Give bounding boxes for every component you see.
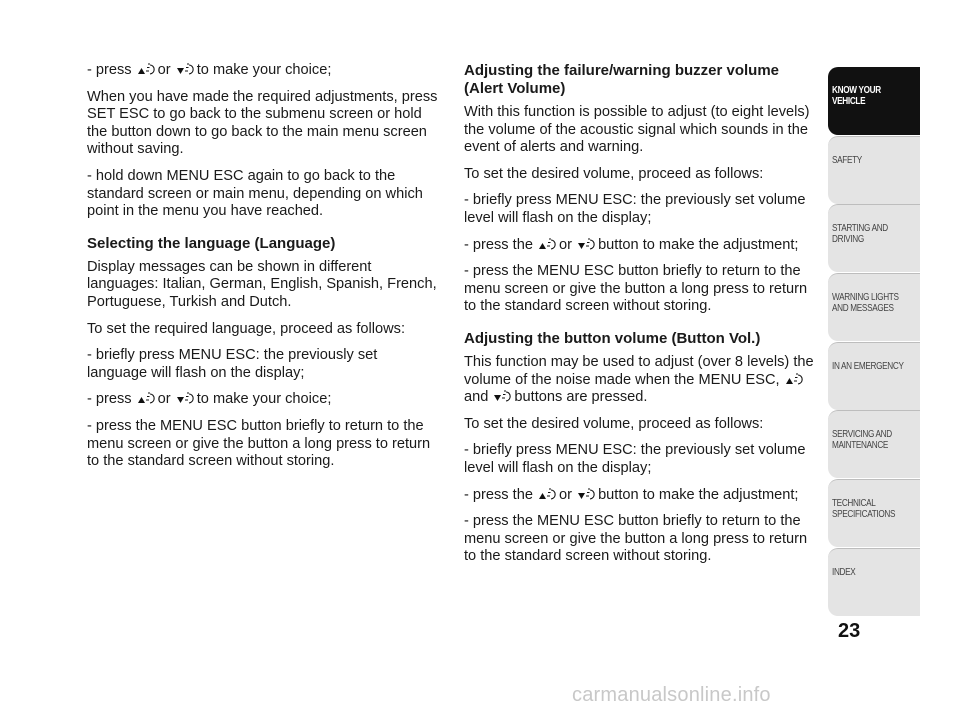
paragraph: - press the or button to make the adjustment; (464, 236, 799, 253)
paragraph: - press the MENU ESC button briefly to return to the menu screen or give the button a long press to return to the standard screen without storing. (464, 513, 808, 565)
paragraph: - press the or button to make the adjustment; (464, 486, 799, 503)
section-heading-alert-volume: Adjusting the failure/warning buzzer volume (Alert Volume) (464, 62, 780, 97)
paragraph: - press or to make your choice; (87, 391, 332, 408)
tab-safety[interactable]: SAFETY (828, 136, 920, 204)
left-column (87, 62, 439, 480)
down-arrow-button-icon (577, 487, 597, 501)
paragraph: To set the desired volume, proceed as follows: (464, 165, 764, 182)
up-arrow-button-icon (137, 391, 157, 405)
right-column (464, 62, 818, 575)
page-number: 23 (838, 620, 861, 642)
paragraph: - press or to make your choice; (87, 62, 332, 78)
section-heading-button-volume: Adjusting the button volume (Button Vol.) (464, 329, 761, 347)
down-arrow-button-icon (493, 389, 513, 403)
up-arrow-button-icon (538, 237, 558, 251)
tab-index[interactable]: INDEX (828, 548, 920, 616)
up-arrow-button-icon (137, 62, 157, 76)
chapter-tabs (828, 67, 920, 617)
tab-in-an-emergency[interactable]: IN AN EMERGENCY (828, 342, 920, 410)
up-arrow-button-icon (785, 372, 805, 386)
paragraph: - briefly press MENU ESC: the previously set language will flash on the display; (87, 347, 378, 381)
paragraph: - briefly press MENU ESC: the previously set volume level will flash on the display; (464, 442, 806, 476)
paragraph: - hold down MENU ESC again to go back to the standard screen or main menu, depending on which point in the menu you have reached. (87, 167, 423, 220)
tab-starting-and-driving[interactable]: STARTING AND DRIVING (828, 204, 920, 272)
down-arrow-button-icon (176, 62, 196, 76)
paragraph: - press the MENU ESC button briefly to return to the menu screen or give the button a long press to return to the standard screen without storing. (464, 263, 808, 315)
tab-warning-lights[interactable]: WARNING LIGHTS AND MESSAGES (828, 273, 920, 341)
tab-servicing-and-maintenance[interactable]: SERVICING AND MAINTENANCE (828, 410, 920, 478)
paragraph: When you have made the required adjustments, press SET ESC to go back to the submenu screen or hold the button down to go back to the main menu screen without saving. (87, 88, 438, 158)
watermark: carmanualsonline.info (572, 684, 771, 706)
paragraph: With this function is possible to adjust (to eight levels) the volume of the acoustic signal which sounds in the event of alerts and warning. (464, 104, 810, 156)
paragraph: To set the desired volume, proceed as follows: (464, 415, 764, 432)
tab-technical-specifications[interactable]: TECHNICAL SPECIFICATIONS (828, 479, 920, 547)
up-arrow-button-icon (538, 487, 558, 501)
paragraph: - briefly press MENU ESC: the previously set volume level will flash on the display; (464, 192, 806, 226)
section-heading-language: Selecting the language (Language) (87, 234, 336, 252)
tab-know-your-vehicle[interactable]: KNOW YOUR VEHICLE (828, 67, 920, 135)
paragraph: Display messages can be shown in different languages: Italian, German, English, Spanish, French, Portuguese, Turkish and Dutch. (87, 258, 437, 310)
paragraph: To set the required language, proceed as follows: (87, 320, 406, 337)
paragraph: This function may be used to adjust (over 8 levels) the volume of the noise made when the MENU ESC, and buttons are pressed. (464, 353, 814, 406)
down-arrow-button-icon (176, 391, 196, 405)
down-arrow-button-icon (577, 237, 597, 251)
paragraph: - press the MENU ESC button briefly to return to the menu screen or give the button a long press to return to the standard screen without storing. (87, 417, 431, 470)
